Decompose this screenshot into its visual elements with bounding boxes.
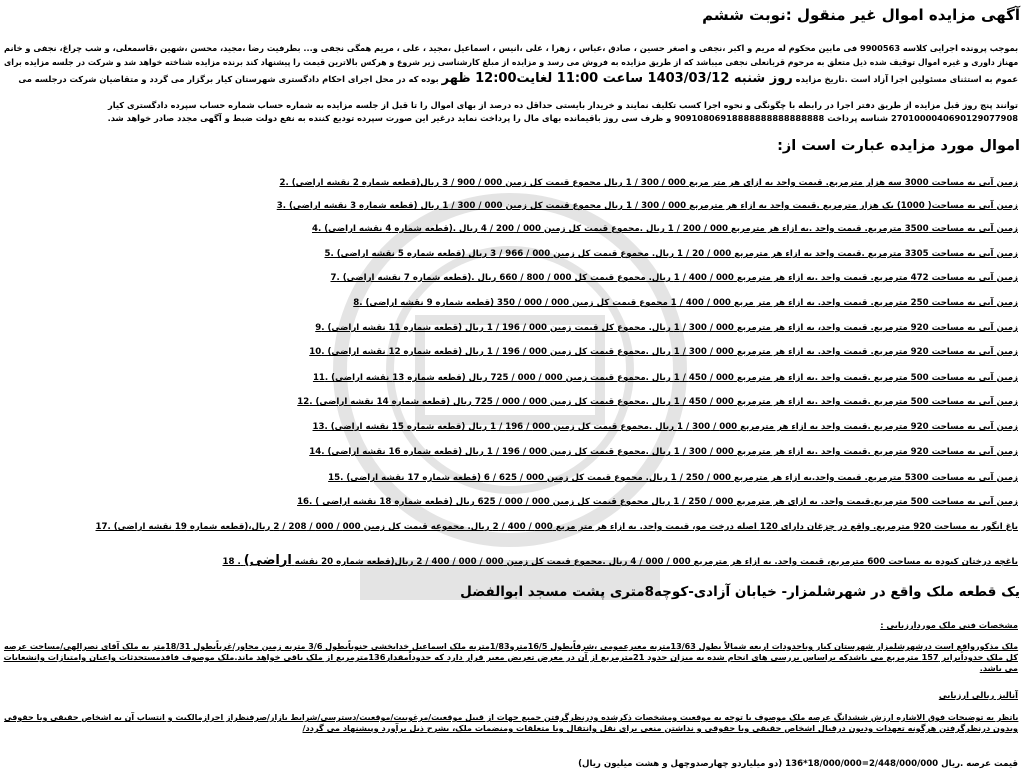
item-18-emphasis: اراضی) <box>243 553 292 568</box>
intro-line-4: توانند پنج روز قبل مزایده از طریق دفتر اجرا در رابطه با چگونگی و نحوه اجرا کسب تکلیف نمایند و خریدار بایستی حداقل ده درصد از بهای اموال را تا قبل از جلسه مزایده به شماره حساب شماره حساب سپرده دادگستری کیار <box>107 100 1018 110</box>
intro-line-5: 2701000040690129077908 شناسه پرداخت 90910806918888888888888888 و ظرف سی روز باقیمانده بهای مال را پرداخت نماید درغیر این صورت سپرده تودیع کننده به نفع دولت ضبط و آگهی مجدد صادر خواهد شد. <box>107 113 1018 123</box>
analysis-heading: آنالیز ریالی ارزیابی <box>938 690 1018 700</box>
auction-item: زمین آبی به مساحت 472 مترمربع. قیمت واحد .به ازاء هر مترمربع 000 / 400 / 1 ریال. مجموع قیمت کل 000 / 800 / 660 ریال .(قطعه شماره 7 نقشه اراضی) .7 <box>330 273 1018 283</box>
section-title: اموال مورد مزایده عبارت است از: <box>777 138 1020 154</box>
intro-line-3-post: بوده که در محل اجرای احکام دادگستری شهرستان کیار برگزار می گردد و متقاضیان شرکت درجلسه می <box>18 74 439 84</box>
auction-item: زمین آبی به مساحت 920 مترمربع. قیمت واحد. به ازاء هر مترمربع 000 / 300 / 1 ریال .مجموع قیمت کل زمین 000 / 196 / 1 ریال (قطعه شماره 12 نقشه اراضی) .10 <box>309 347 1018 357</box>
auction-item: باغ انگور به مساحت 920 مترمربع. واقع در چزغان دارای 120 اصله درخت مو، قیمت واحد. به ازاء هر متر مربع 000 / 400 / 2 ریال. مجموعه قیمت کل زمین 000 / 000 / 208 / 2 ریال،(قطعه شماره 19 نقشه اراضی) .17 <box>95 522 1018 532</box>
specs-line: می باشد. <box>979 663 1018 673</box>
auction-item: زمین آبی به مساحت 500 مترمربع .قیمت واحد .به ازاء هر مترمربع 000 / 450 / 1 ریال .مجموع قیمت کل زمین 000 / 000 / 725 ریال (قطعه شماره 14 نقشه اراضی) .12 <box>297 397 1018 407</box>
specs-line: ملک مذکورواقع است درشهرشلمزار شهرستان کیار وباحدودات اربعه شمالاً بطول 13/63متربه معبرعمومی ،شرقاًبطول 16/5مترو1/83متربه ملک اسماعیل خدابخشی جنوباًبطول 3/6 متربه زمین مجاور/غرباًبطول 18/31متر به ملک آقای نصرالهی/مساحت عرصه <box>3 641 1018 651</box>
auction-item: زمین آبی به مساحت 5300 مترمربع. قیمت واحد.به ازاء هر مترمربع 000 / 250 / 1 ریال. مجموع قیمت کل زمین 000 / 625 / 6 (قطعه شماره 17 نقشه اراضی) .15 <box>328 473 1018 483</box>
property-title: یک قطعه ملک واقع در شهرشلمزار- خیابان آزادی-کوچه8متری پشت مسجد ابوالفضل <box>460 584 1020 600</box>
auction-date-time: روز شنبه 1403/03/12 ساعت 11:00 لغایت12:00 ظهر <box>441 71 793 86</box>
intro-line-3-pre: عموم به استثنای مسئولین اجرا آزاد است .تاریخ مزایده <box>795 74 1018 84</box>
auction-item: زمین آبی به مساحت 920 مترمربع .قیمت واحد به ازاء هر مترمربع 000 / 300 / 1 ریال .مجموع قیمت کل زمین 000 / 196 / 1 ریال (قطعه شماره 15 نقشه اراضی) .13 <box>312 422 1018 432</box>
intro-line-1: بموجب پرونده اجرایی کلاسه 9900563 فی مابین محکوم له مریم و اکبر ،نجفی و اصغر حسین ، صادق ،عباس ، زهرا ، علی ،انیس ، اسماعیل ،مجید ، علی ، مریم همگی نجفی و... بطرفیت رضا ،مجید، محسن ،شهین ،قاسمعلی، و شب چراغ، نجفی و خانم <box>3 43 1018 53</box>
auction-item: زمین آبی به مساحت 500 مترمربع .قیمت واحد .به ازاء هر مترمربع 000 / 450 / 1 ریال .مجموع قیمت زمین 000 / 000 / 725 ریال (قطعه شماره 13 نقشه اراضی) .11 <box>312 373 1018 383</box>
item-18-number: . 18 <box>222 557 241 567</box>
auction-item: زمین آبی به مساحت( 1000) یک هزار مترمربع .قیمت واحد به ازاء هر مترمربع 000 / 300 / 1 ریال مجموع قیمت کل زمین 000 / 300 / 1 ریال (قطعه شماره 3 نقشه اراضی) .3 <box>276 201 1018 211</box>
auction-item: زمین آبی به مساحت 3000 سه هزار مترمربع. قیمت واحد به ازای هر متر مربع 000 / 300 / 1 ریال مجموع قیمت کل زمین 000 / 900 / 3 ریال(قطعه شماره 2 نقشه اراضی) .2 <box>279 178 1018 188</box>
item-18-text: باغچه درختان کبوده به مساحت 600 مترمربع، قیمت واحد. به ازاء هر مترمربع 000 / 000 / 4 ریال .مجموع قیمت کل زمین 000 / 000 / 400 / 2 ریال(قطعه شماره 20 نقشه <box>294 557 1018 567</box>
auction-item: زمین آبی به مساحت 3500 مترمربع. قیمت واحد .به ازاء هر مترمربع 000 / 200 / 1 ریال .مجموع قیمت کل زمین 000 / 200 / 4 ریال .(قطعه شماره 4 نقشه اراضی) .4 <box>311 224 1018 234</box>
specs-line: کل ملک حدوداًبرابر 157 مترمربع می باشدکه براساس بررسی های انجام شده به میزان حدود 21مترمربع از آن در معرض تعریض معبر قرار دارد که حدوداًمقدار136مترمربع از ملک باقی خواهد ماند.ملک موصوف فاقدمستحدثات واعیان وامتیازات وانشعابات <box>3 652 1018 662</box>
land-price-line: قیمت عرصه .ریال 2/448/000/000=18/000/000*136 (دو میلیاردو چهارصدوچهل و هشت میلیون ریال) <box>578 759 1018 769</box>
auction-item-18 <box>222 553 1018 568</box>
auction-item: زمین آبی به مساحت 500 مترمربع.قیمت واحد. به ازای هر مترمربع 000 / 250 / 1 ریال مجموع قیمت کل زمین 000 / 000 / 625 ریال (قطعه شماره 18 نقشه اراضی ) .16 <box>297 497 1018 507</box>
auction-item: زمین آبی به مساحت 920 مترمربع .قیمت واحد .به ازاء هر مترمربع 000 / 300 / 1 ریال .مجموع قیمت کل زمین 000 / 196 / 1 ریال (قطعه شماره 16 نقشه اراضی) .14 <box>309 447 1018 457</box>
auction-item: زمین آبی به مساحت 3305 مترمربع .قیمت واحد به ازاء هر مترمربع 000 / 20 / 1 ریال. مجموع قیمت کل زمین 000 / 966 / 3 ریال (قطعه شماره 5 نقشه اراضی) .5 <box>324 249 1018 259</box>
analysis-line: وبدون درنظرگرفتن هرگونه تعهدات ودیون درقبال اشخاص حقیقی ویا حقوقی و نداشتن منعی برای نقل وانتقال ویا متعلقات ومنضمات ملک، بشرح ذیل برآورد وپیشنهاد می گردد/ <box>302 723 1018 733</box>
analysis-line: باتظر به توضیحات فوق الاشاره ارزش ششدانگ عرصه ملک موصوف با توجه به موقعیت ومشخصات ذکرشده ودرنظرگرفتن جمیع جهات از قبیل موقعیت/مرغوبیت/موقعیت/دسترسی/شرایط بازار/صرفنظراز احرازمالکیت و انتساب آن به اشخاص حقیقی ویا حقوقی <box>3 712 1018 722</box>
intro-line-2: مهناز داوری و غیره اموال توقیف شده ذیل متعلق به مرحوم قربانعلی نجفی میباشد که از طریق مزایده به فروش می رسد و مزایده از مبلغ کارشناسی زیر شروع و هرکس بالاترین قیمت را پیشنهاد کند برنده مزایده شناخته خواهد شد و شرکت در جلسه مزایده برای <box>3 57 1018 67</box>
notice-title: آگهی مزایده اموال غیر منقول :نوبت ششم <box>702 6 1020 24</box>
auction-item: زمین آبی به مساحت 250 مترمربع. قیمت واحد. به ازاء هر متر مربع 000 / 400 / 1 مجموع قیمت کل زمین 000 / 000 / 350 (قطعه شماره 9 نقشه اراضی) .8 <box>353 298 1018 308</box>
intro-line-3 <box>18 72 1018 86</box>
specs-heading: مشخصات فنی ملک موردارزیابی : <box>880 620 1018 630</box>
auction-item: زمین آبی به مساحت 920 مترمربع. قیمت واحد، به ازاء هر مترمربع 000 / 300 / 1 ریال. مجموع کل قیمت زمین 000 / 196 / 1 ریال (قطعه شماره 11 نقشه اراضی) .9 <box>315 323 1018 333</box>
